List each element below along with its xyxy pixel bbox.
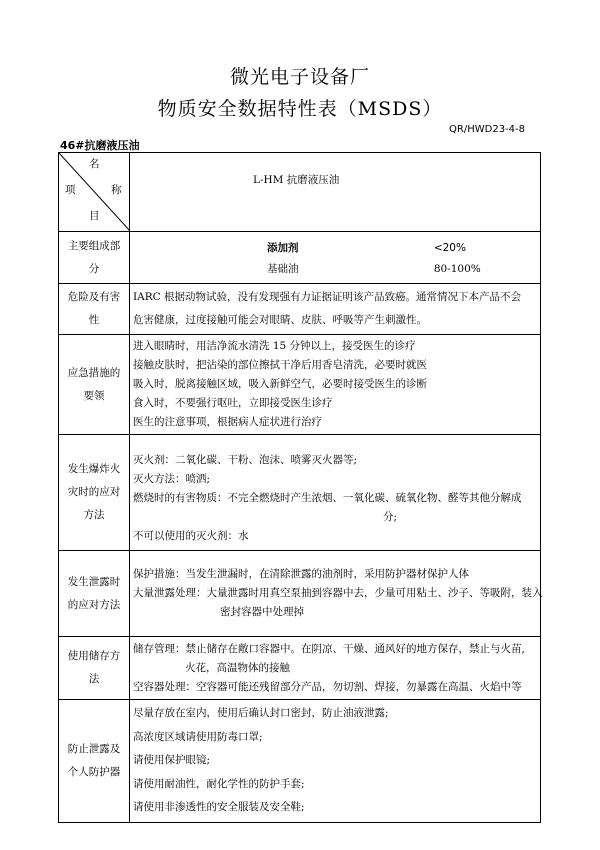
fire-label: 发生爆炸火灾时的应对方法 bbox=[59, 435, 130, 551]
fire-row bbox=[59, 435, 541, 551]
corner-cell bbox=[59, 153, 130, 232]
hazard-line: 危害健康，过度接触可能会对眼睛、皮肤、呼吸等产生刺激性。 bbox=[133, 314, 427, 326]
product-name-cell bbox=[130, 153, 541, 232]
first-aid-row bbox=[59, 335, 541, 435]
corner-xiang: 项 bbox=[65, 184, 76, 196]
hazard-line: IARC 根据动物试验，没有发现强有力证据证明该产品致癌。通常情况下本产品不会 bbox=[133, 291, 522, 303]
header-row bbox=[59, 153, 541, 232]
composition-item bbox=[135, 239, 535, 258]
composition-item bbox=[135, 260, 535, 279]
storage-line: 空容器处理：空容器可能还残留部分产品，勿切割、焊接，勿暴露在高温、火焰中等 bbox=[133, 680, 522, 693]
first-aid-cell bbox=[130, 335, 541, 435]
protection-line: 高浓度区域请使用防毒口罩; bbox=[133, 730, 263, 743]
fire-line: 燃烧时的有害物质：不完全燃烧时产生浓烟、一氧化碳、硫氧化物、醛等其他分解成 bbox=[133, 492, 522, 504]
composition-value: 80-100% bbox=[433, 263, 481, 275]
fire-line: 不可以使用的灭火剂：水 bbox=[133, 530, 249, 542]
first-aid-line: 进入眼睛时，用洁净流水清洗 15 分钟以上，接受医生的诊疗 bbox=[133, 340, 416, 352]
composition-cell bbox=[130, 232, 541, 284]
fire-line-cont: 分; bbox=[383, 511, 398, 523]
hazard-cell bbox=[130, 284, 541, 335]
fire-line: 灭火方法：喷洒; bbox=[133, 473, 211, 485]
protection-line: 请使用保护眼镜; bbox=[133, 754, 211, 766]
product-heading: 46#抗磨液压油 bbox=[60, 139, 140, 152]
composition-value: <20% bbox=[433, 242, 466, 254]
corner-ming: 名 bbox=[89, 158, 100, 170]
storage-row bbox=[59, 637, 541, 700]
leak-line: 保护措施：当发生泄漏时，在清除泄露的油剂时，采用防护器材保护人体 bbox=[133, 568, 469, 580]
composition-label: 主要组成部分 bbox=[59, 232, 130, 284]
hazard-label: 危险及有害性 bbox=[59, 284, 130, 335]
first-aid-line: 食入时，不要强行呕吐，立即接受医生诊疗 bbox=[133, 397, 333, 409]
leak-cell bbox=[130, 551, 541, 637]
protection-label: 防止泄露及个人防护器 bbox=[59, 700, 130, 823]
product-name: L-HM 抗磨液压油 bbox=[253, 174, 340, 186]
hazard-row bbox=[59, 284, 541, 335]
composition-list bbox=[133, 237, 537, 281]
leak-line-cont: 密封容器中处理掉 bbox=[220, 606, 304, 618]
document-title: 物质安全数据特性表（MSDS） bbox=[157, 98, 443, 120]
composition-name: 基础油 bbox=[267, 263, 299, 275]
protection-cell bbox=[130, 700, 541, 823]
storage-cell bbox=[130, 637, 541, 700]
leak-label: 发生泄露时的应对方法 bbox=[59, 551, 130, 637]
protection-line: 请使用耐油性，耐化学性的防护手套; bbox=[133, 777, 305, 790]
storage-line: 储存管理：禁止储存在敞口容器中。在阴凉、干燥、通风好的地方保存，禁止与火苗, bbox=[133, 642, 525, 655]
document-number: QR/HWD23-4-8 bbox=[449, 124, 525, 135]
fire-cell bbox=[130, 435, 541, 551]
protection-line: 尽量存放在室内，使用后确认封口密封，防止油液泄露; bbox=[133, 707, 389, 719]
leak-line: 大量泄露处理：大量泄露时用真空泵抽到容器中去，少量可用粘土、沙子、等吸附，装入 bbox=[133, 587, 543, 599]
protection-row bbox=[59, 700, 541, 823]
storage-label: 使用储存方法 bbox=[59, 637, 130, 700]
msds-table bbox=[58, 152, 541, 823]
corner-mu: 目 bbox=[89, 210, 100, 222]
company-name: 微光电子设备厂 bbox=[229, 66, 370, 88]
composition-row bbox=[59, 232, 541, 284]
corner-cheng: 称 bbox=[111, 184, 122, 196]
leak-row bbox=[59, 551, 541, 637]
first-aid-label: 应急措施的要领 bbox=[59, 335, 130, 435]
first-aid-line: 医生的注意事项，根据病人症状进行治疗 bbox=[133, 416, 322, 428]
protection-line: 请使用非渗透性的安全服装及安全鞋; bbox=[133, 801, 305, 813]
storage-line-cont: 火花，高温物体的接触 bbox=[185, 661, 290, 674]
first-aid-line: 接触皮肤时，把沾染的部位擦拭干净后用香皂清洗，必要时就医 bbox=[133, 359, 427, 371]
first-aid-line: 吸入时，脱离接触区域，吸入新鲜空气，必要时接受医生的诊断 bbox=[133, 378, 427, 390]
composition-name: 添加剂 bbox=[267, 242, 299, 254]
fire-line: 灭火剂：二氧化碳、干粉、泡沫、喷雾灭火器等; bbox=[133, 454, 358, 466]
